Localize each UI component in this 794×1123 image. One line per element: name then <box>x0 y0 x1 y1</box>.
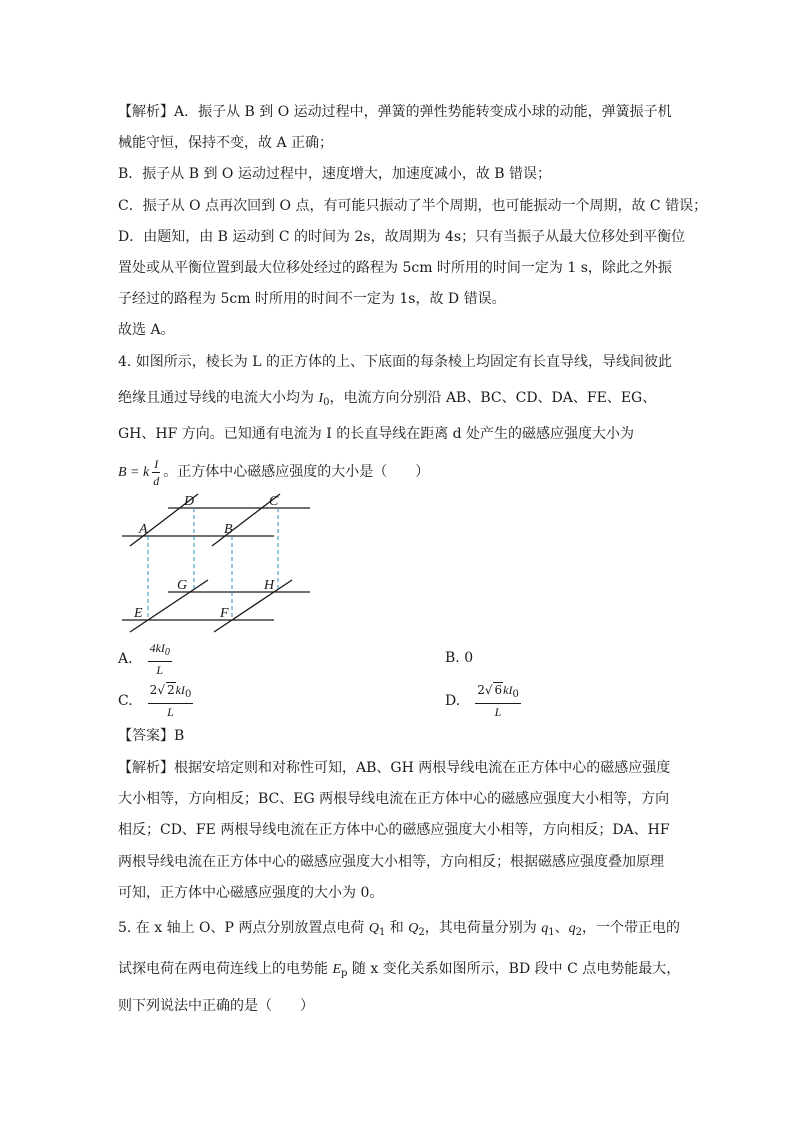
option-d-radicand: 6 <box>494 683 503 697</box>
option-a-numerator-sub: 0 <box>164 647 170 658</box>
q4-analysis-line-1: 【解析】根据安培定则和对称性可知，AB、GH 两根导线电流在正方体中心的磁感应强度 <box>118 760 671 776</box>
q5-Q1-sub: 1 <box>378 927 386 938</box>
q5-Q2: Q <box>408 921 419 936</box>
option-d-fraction: $\frac{2√ 6kI_0}{L}$ <box>477 683 519 719</box>
option-c-fraction: $\frac{2√ 2kI_0}{L}$ <box>149 683 192 719</box>
label-B: B <box>224 522 233 537</box>
q4-analysis-line-5: 可知，正方体中心磁感应强度的大小为 0。 <box>118 885 384 901</box>
label-G: G <box>177 578 188 593</box>
q4-stem-line-2 <box>118 388 656 413</box>
option-a-label: A. <box>118 651 133 667</box>
q4-stem-line-3: GH、HF 方向。已知通有电流为 I 的长直导线在距离 d 处产生的磁感应强度大小为 <box>118 426 635 442</box>
option-a-denominator: L <box>156 663 164 677</box>
q5-l1b: 和 <box>385 920 409 936</box>
label-E: E <box>134 606 143 621</box>
option-d-denominator: L <box>494 705 502 719</box>
option-a-fraction <box>148 640 172 678</box>
q5-l2a: 试探电荷在两电荷连线上的电势能 <box>118 961 333 977</box>
q5-l1d: 、 <box>554 920 569 936</box>
q4-current-subscript: 0 <box>323 397 330 408</box>
option-c-label: C. <box>118 693 133 709</box>
q4-current-symbol: I <box>318 391 324 406</box>
q4-formula-lhs: B = k <box>118 465 150 480</box>
q5-stem-line-1 <box>118 918 680 943</box>
label-F: F <box>220 606 229 621</box>
cube-wire-figure <box>110 488 320 638</box>
q4-formula-question: 。正方体中心磁感应强度的大小是（ ） <box>163 464 430 480</box>
q5-Ep-sub: p <box>341 968 348 979</box>
analysis-line-4: C．振子从 O 点再次回到 O 点，有可能只振动了半个周期，也可能振动一个周期，故 C 错误； <box>118 198 708 214</box>
analysis-line-1: 【解析】A．振子从 B 到 O 运动过程中，弹簧的弹性势能转变成小球的动能，弹簧振子机 <box>118 104 672 120</box>
analysis-line-5: D．由题知，由 B 运动到 C 的时间为 2s，故周期为 4s；只有当振子从最大位移处到平衡位 <box>118 229 686 245</box>
analysis-line-2: 械能守恒，保持不变，故 A 正确； <box>118 135 334 151</box>
option-a <box>118 640 175 678</box>
q4-analysis-line-2: 大小相等，方向相反；BC、EG 两根导线电流在正方体中心的磁感应强度大小相等，方向 <box>118 791 670 807</box>
q5-q1-sub: 1 <box>548 927 555 938</box>
q5-l1c: ，其电荷量分别为 <box>424 920 542 936</box>
q5-Ep: E <box>332 962 342 977</box>
analysis-line-3: B．振子从 B 到 O 运动过程中，速度增大，加速度减小，故 B 错误； <box>118 166 552 182</box>
label-A: A <box>139 522 148 537</box>
q5-Q2-sub: 2 <box>418 927 425 938</box>
q5-q2: q <box>568 921 576 936</box>
option-d <box>445 682 524 720</box>
label-D: D <box>184 494 195 509</box>
option-c <box>118 682 196 720</box>
q5-stem-line-3: 则下列说法中正确的是（ ） <box>118 998 314 1014</box>
q4-stem-line-2b: ，电流方向分别沿 AB、BC、CD、DA、FE、EG、 <box>329 390 657 406</box>
q5-l2b: 随 x 变化关系如图所示，BD 段中 C 点电势能最大， <box>347 961 681 977</box>
q4-answer: 【答案】B <box>118 728 185 744</box>
analysis-line-7: 子经过的路程为 5cm 时所用的时间不一定为 1s，故 D 错误。 <box>118 291 506 307</box>
q5-stem-line-2 <box>118 959 680 984</box>
q5-l1e: ，一个带正电的 <box>581 920 680 936</box>
analysis-line-6: 置处或从平衡位置到最大位移处经过的路程为 5cm 时所用的时间一定为 1 s，除此之外振 <box>118 260 672 276</box>
option-c-coef: 2 <box>149 683 158 697</box>
option-d-coef: 2 <box>477 683 485 697</box>
option-c-radicand: 2 <box>166 683 175 697</box>
analysis-conclusion: 故选 A。 <box>118 322 175 338</box>
label-H: H <box>264 578 275 593</box>
label-C: C <box>269 494 279 509</box>
option-d-numerator-sub: 0 <box>512 689 519 700</box>
option-c-numerator-sub: 0 <box>184 689 192 700</box>
q4-formula-numerator: I <box>154 456 159 471</box>
q4-stem-line-1: 4. 如图所示，棱长为 L 的正方体的上、下底面的每条棱上均固定有长直导线，导线间彼此 <box>118 354 673 370</box>
q4-stem-line-2a: 绝缘且通过导线的电流大小均为 <box>118 390 319 406</box>
q5-Q1: Q <box>368 921 379 936</box>
option-b: B. 0 <box>445 650 474 666</box>
q4-formula-denominator: d <box>153 473 160 488</box>
option-c-numerator: kI <box>175 683 185 697</box>
option-d-numerator: kI <box>503 683 513 697</box>
option-c-denominator: L <box>167 705 174 719</box>
q4-analysis-line-4: 两根导线电流在正方体中心的磁感应强度大小相等，方向相反；根据磁感应强度叠加原理 <box>118 854 664 870</box>
q4-analysis-line-3: 相反；CD、FE 两根导线电流在正方体中心的磁感应强度大小相等，方向相反；DA、HF <box>118 822 670 838</box>
q4-formula-fraction <box>152 456 160 489</box>
q4-formula-line <box>118 455 429 490</box>
option-d-label: D. <box>445 693 461 709</box>
q5-q1: q <box>541 921 549 936</box>
q5-q2-sub: 2 <box>575 927 582 938</box>
q5-l1a: 5. 在 x 轴上 O、P 两点分别放置点电荷 <box>118 920 369 936</box>
option-a-numerator: 4kI <box>149 641 165 655</box>
